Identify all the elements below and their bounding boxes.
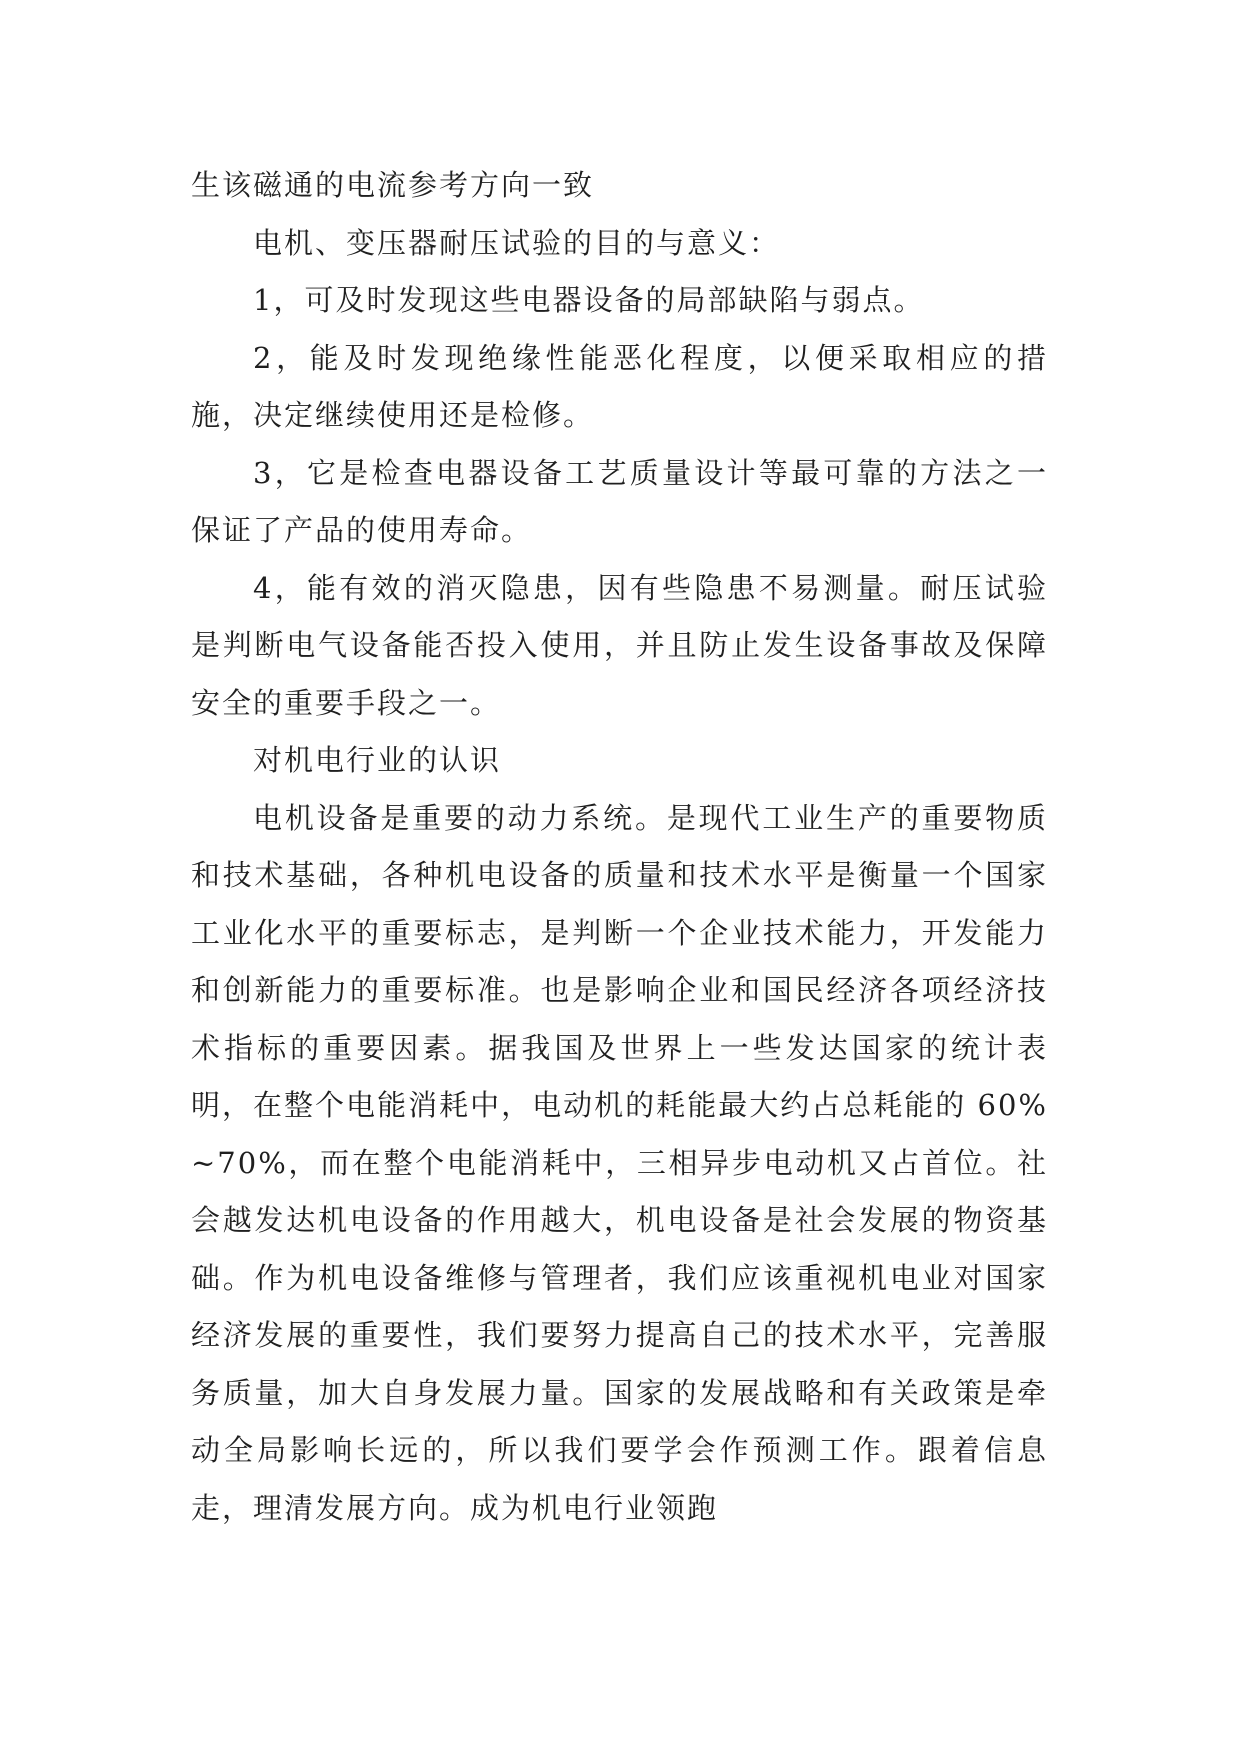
section-heading-industry: 对机电行业的认识 [253, 743, 502, 777]
body-paragraph-industry: 电机设备是重要的动力系统。是现代工业生产的重要物质和技术基础，各种机电设备的质量和技术水平是衡量一个国家工业化水平的重要标志，是判断一个企业技术能力，开发能力和创新能力的重要标准。也是影响企业和国民经济各项经济技术指标的重要因素。据我国及世界上一些发达国家的统计表明，在整个电能消耗中，电动机的耗能最大约占总耗能的 60%~70%，而在整个电能消耗中，三相异步电动机又占首位。社会越发达机电设备的作用越大，机电设备是社会发展的物资基础。作为机电设备维修与管理者，我们应该重视机电业对国家经济发展的重要性，我们要努力提高自己的技术水平，完善服务质量，加大自身发展力量。国家的发展战略和有关政策是牵动全局影响长远的，所以我们要学会作预测工作。跟着信息走，理清发展方向。成为机电行业领跑 [191, 800, 1048, 1525]
list-item-2: 2，能及时发现绝缘性能恶化程度，以便采取相应的措施，决定继续使用还是检修。 [191, 340, 1048, 432]
list-item-3: 3，它是检查电器设备工艺质量设计等最可靠的方法之一保证了产品的使用寿命。 [191, 455, 1048, 547]
list-item-1: 1，可及时发现这些电器设备的局部缺陷与弱点。 [253, 283, 925, 317]
paragraph-continuation: 生该磁通的电流参考方向一致 [191, 168, 595, 202]
document-body [191, 157, 1048, 1537]
list-item-4: 4，能有效的消灭隐患，因有些隐患不易测量。耐压试验是判断电气设备能否投入使用，并且防止发生设备事故及保障安全的重要手段之一。 [191, 570, 1048, 720]
section-heading-withstand-test: 电机、变压器耐压试验的目的与意义： [253, 225, 781, 260]
